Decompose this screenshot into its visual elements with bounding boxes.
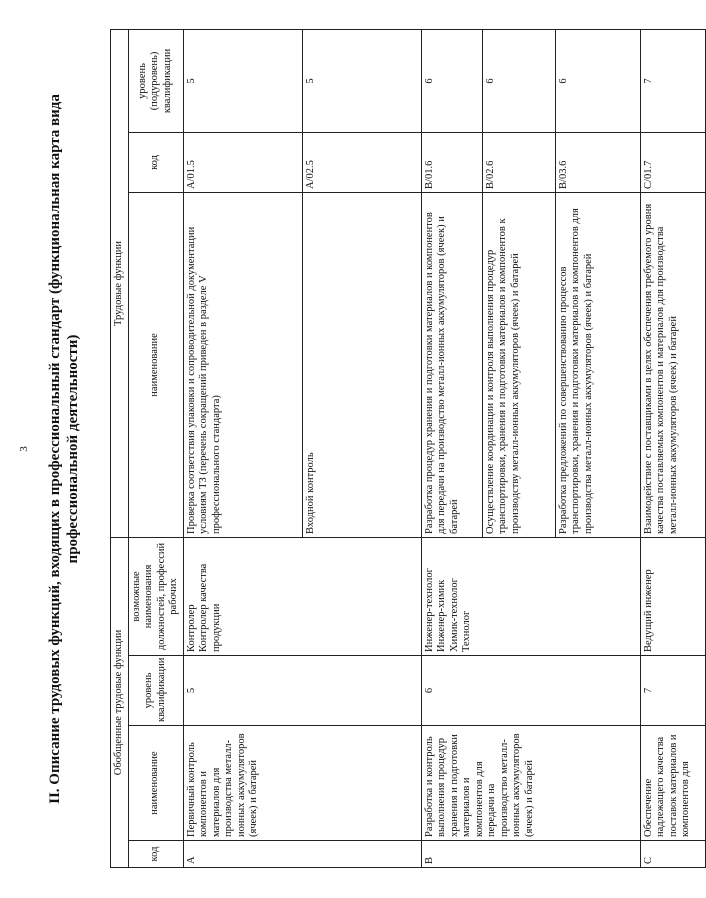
col-header-tf-level: уровень (подуровень) квалификации (128, 29, 183, 132)
gen-name-cell: Разработка и контроль выполнения процедур хранения и подготовки материалов и компонентов для передачи на производство металл-ионных аккумуляторов (ячеек) и батарей (421, 726, 640, 841)
tf-name-cell: Входной контроль (302, 192, 421, 537)
gen-titles-cell: Контролер Контролер качества продукции (183, 537, 421, 655)
tf-level-cell: 7 (640, 29, 705, 132)
col-header-gen-code: код (128, 841, 183, 868)
group-header-generalized: Обобщенные трудовые функции (111, 537, 129, 867)
gen-level-cell: 7 (640, 656, 705, 726)
col-header-gen-titles: возможные наименования должностей, профессий рабочих (128, 537, 183, 655)
gen-level-cell: 5 (183, 656, 421, 726)
tf-name-cell: Осуществление координации и контроля выполнения процедур транспортировки, хранения и подготовки материалов и компонентов к производству металл-ионных аккумуляторов (ячеек) и батарей (482, 192, 555, 537)
tf-name-cell: Проверка соответствия упаковки и сопроводительной документации условиям ТЗ (перечень сокращений приведен в разделе V профессионального стандарта) (183, 192, 302, 537)
tf-level-cell: 5 (302, 29, 421, 132)
tf-code-cell: B/03.6 (555, 132, 640, 192)
gen-name-cell: Обеспечение надлежащего качества поставок материалов и компонентов для (640, 726, 705, 841)
group-header-labor: Трудовые функции (111, 29, 129, 537)
col-header-gen-name: наименование (128, 726, 183, 841)
tf-code-cell: B/01.6 (421, 132, 482, 192)
tf-code-cell: B/02.6 (482, 132, 555, 192)
tf-level-cell: 6 (421, 29, 482, 132)
col-header-tf-name: наименование (128, 192, 183, 537)
tf-code-cell: C/01.7 (640, 132, 705, 192)
gen-titles-cell: Ведущий инженер (640, 537, 705, 655)
gen-code-cell: C (640, 841, 705, 868)
tf-name-cell: Разработка процедур хранения и подготовки материалов и компонентов для передачи на производство металл-ионных аккумуляторов (ячеек) и батарей (421, 192, 482, 537)
column-header-row (128, 29, 183, 867)
tf-level-cell: 6 (482, 29, 555, 132)
table-row (183, 29, 302, 867)
gen-code-cell: B (421, 841, 640, 868)
table-row (640, 29, 705, 867)
group-header-row (111, 29, 129, 867)
tf-name-cell: Взаимодействие с поставщиками в целях обеспечения требуемого уровня качества поставляемых компонентов и материалов для производства металл-ионных аккумуляторов (ячеек) и батарей (640, 192, 705, 537)
tf-name-cell: Разработка предложений по совершенствованию процессов транспортировки, хранения и подготовки материалов и компонентов для производства металл-ионных аккумуляторов (ячеек) и батарей (555, 192, 640, 537)
gen-code-cell: A (183, 841, 421, 868)
gen-level-cell: 6 (421, 656, 640, 726)
col-header-gen-level: уровень квалификации (128, 656, 183, 726)
gen-name-cell: Первичный контроль компонентов и материалов для производства металл-ионных аккумуляторов (ячеек) и батарей (183, 726, 421, 841)
tf-code-cell: A/01.5 (183, 132, 302, 192)
tf-level-cell: 5 (183, 29, 302, 132)
functional-map-table (110, 29, 706, 868)
tf-code-cell: A/02.5 (302, 132, 421, 192)
tf-level-cell: 6 (555, 29, 640, 132)
table-row (421, 29, 482, 867)
col-header-tf-code: код (128, 132, 183, 192)
section-title: II. Описание трудовых функций, входящих в профессиональный стандарт (функциональная карта вида профессиональной деятельности) (47, 94, 81, 804)
page-number: 3 (18, 446, 30, 452)
gen-titles-cell: Инженер-технолог Инженер-химик Химик-технолог Технолог (421, 537, 640, 655)
